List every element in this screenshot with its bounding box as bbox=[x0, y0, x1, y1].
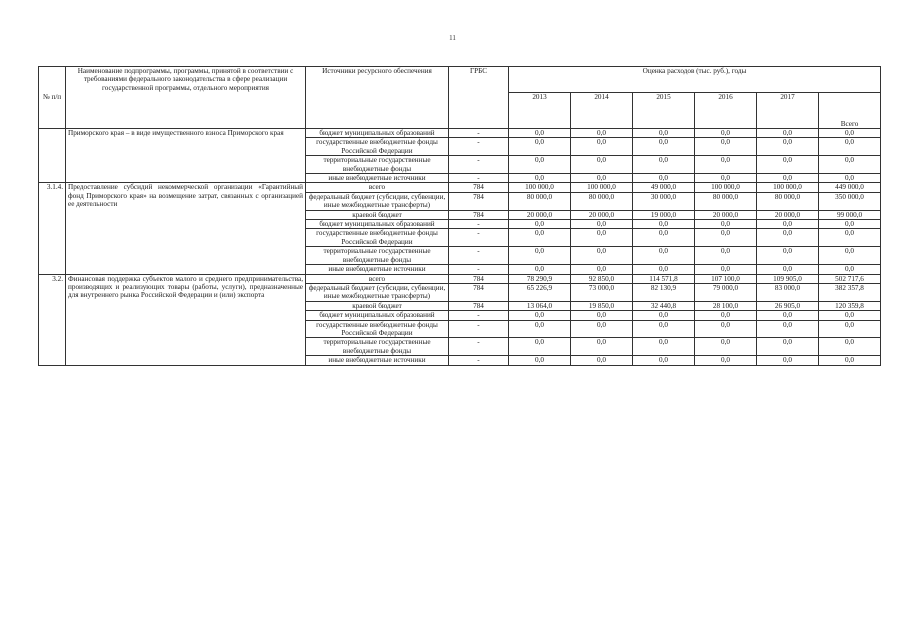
year-value: 0,0 bbox=[695, 320, 757, 338]
year-value: 0,0 bbox=[757, 138, 819, 156]
year-value: 19 850,0 bbox=[571, 301, 633, 310]
funding-source: краевой бюджет bbox=[306, 301, 449, 310]
total-value: 0,0 bbox=[819, 265, 881, 274]
funding-source: федеральный бюджет (субсидии, субвенции, иные межбюджетные трансферты) bbox=[306, 192, 449, 210]
total-value: 0,0 bbox=[819, 129, 881, 138]
grbs-code: - bbox=[449, 311, 509, 320]
grbs-code: - bbox=[449, 174, 509, 183]
header-year: 2016 bbox=[695, 93, 757, 129]
year-value: 0,0 bbox=[509, 265, 571, 274]
funding-source: иные внебюджетные источники bbox=[306, 174, 449, 183]
total-value: 350 000,0 bbox=[819, 192, 881, 210]
year-value: 0,0 bbox=[509, 320, 571, 338]
funding-source: федеральный бюджет (субсидии, субвенции, иные межбюджетные трансферты) bbox=[306, 283, 449, 301]
grbs-code: - bbox=[449, 265, 509, 274]
year-value: 0,0 bbox=[695, 356, 757, 365]
year-value: 0,0 bbox=[695, 229, 757, 247]
year-value: 73 000,0 bbox=[571, 283, 633, 301]
grbs-code: - bbox=[449, 229, 509, 247]
grbs-code: - bbox=[449, 247, 509, 265]
year-value: 100 000,0 bbox=[695, 183, 757, 192]
year-value: 32 440,8 bbox=[633, 301, 695, 310]
year-value: 80 000,0 bbox=[509, 192, 571, 210]
year-value: 20 000,0 bbox=[509, 210, 571, 219]
year-value: 20 000,0 bbox=[571, 210, 633, 219]
header-year: 2015 bbox=[633, 93, 695, 129]
item-number: 3.2. bbox=[39, 274, 66, 365]
year-value: 0,0 bbox=[695, 156, 757, 174]
year-value: 109 905,0 bbox=[757, 274, 819, 283]
year-value: 0,0 bbox=[633, 229, 695, 247]
year-value: 0,0 bbox=[633, 320, 695, 338]
total-value: 0,0 bbox=[819, 138, 881, 156]
year-value: 80 000,0 bbox=[695, 192, 757, 210]
year-value: 13 064,0 bbox=[509, 301, 571, 310]
year-value: 0,0 bbox=[633, 338, 695, 356]
year-value: 0,0 bbox=[571, 129, 633, 138]
funding-source: иные внебюджетные источники bbox=[306, 265, 449, 274]
year-value: 79 000,0 bbox=[695, 283, 757, 301]
header-year: 2014 bbox=[571, 93, 633, 129]
header-grbs: ГРБС bbox=[449, 67, 509, 129]
year-value: 0,0 bbox=[695, 265, 757, 274]
header-total: Всего bbox=[819, 93, 881, 129]
year-value: 0,0 bbox=[757, 265, 819, 274]
grbs-code: - bbox=[449, 338, 509, 356]
year-value: 100 000,0 bbox=[571, 183, 633, 192]
total-value: 502 717,6 bbox=[819, 274, 881, 283]
year-value: 0,0 bbox=[571, 356, 633, 365]
funding-source: бюджет муниципальных образований bbox=[306, 220, 449, 229]
year-value: 78 290,9 bbox=[509, 274, 571, 283]
year-value: 0,0 bbox=[695, 129, 757, 138]
year-value: 0,0 bbox=[757, 311, 819, 320]
grbs-code: 784 bbox=[449, 183, 509, 192]
year-value: 0,0 bbox=[571, 311, 633, 320]
year-value: 80 000,0 bbox=[757, 192, 819, 210]
total-value: 120 359,8 bbox=[819, 301, 881, 310]
table-row bbox=[39, 274, 881, 283]
year-value: 0,0 bbox=[509, 356, 571, 365]
year-value: 0,0 bbox=[509, 174, 571, 183]
year-value: 0,0 bbox=[633, 138, 695, 156]
total-value: 0,0 bbox=[819, 320, 881, 338]
funding-source: государственные внебюджетные фонды Российской Федерации bbox=[306, 320, 449, 338]
year-value: 114 571,8 bbox=[633, 274, 695, 283]
year-value: 0,0 bbox=[571, 229, 633, 247]
year-value: 0,0 bbox=[633, 129, 695, 138]
year-value: 0,0 bbox=[571, 265, 633, 274]
year-value: 30 000,0 bbox=[633, 192, 695, 210]
year-value: 92 850,0 bbox=[571, 274, 633, 283]
grbs-code: 784 bbox=[449, 192, 509, 210]
total-value: 449 000,0 bbox=[819, 183, 881, 192]
year-value: 0,0 bbox=[571, 156, 633, 174]
funding-source: всего bbox=[306, 274, 449, 283]
header-source: Источники ресурсного обеспечения bbox=[306, 67, 449, 129]
year-value: 0,0 bbox=[633, 311, 695, 320]
year-value: 0,0 bbox=[509, 156, 571, 174]
year-value: 28 100,0 bbox=[695, 301, 757, 310]
year-value: 0,0 bbox=[695, 174, 757, 183]
year-value: 20 000,0 bbox=[757, 210, 819, 219]
grbs-code: - bbox=[449, 320, 509, 338]
item-name: Финансовая поддержка субъектов малого и среднего предпринимательства, производящих и реализующих товары (работы, услуги), предназначенные для внутреннего рынка Российской Федерации и (или) экспорта bbox=[66, 274, 306, 365]
year-value: 0,0 bbox=[509, 229, 571, 247]
header-year: 2017 bbox=[757, 93, 819, 129]
year-value: 0,0 bbox=[633, 247, 695, 265]
year-value: 0,0 bbox=[633, 220, 695, 229]
funding-source: всего bbox=[306, 183, 449, 192]
funding-source: бюджет муниципальных образований bbox=[306, 129, 449, 138]
table-header bbox=[39, 67, 881, 129]
year-value: 0,0 bbox=[757, 129, 819, 138]
year-value: 0,0 bbox=[509, 338, 571, 356]
item-number: 3.1.4. bbox=[39, 183, 66, 274]
grbs-code: 784 bbox=[449, 274, 509, 283]
year-value: 0,0 bbox=[509, 220, 571, 229]
year-value: 107 100,0 bbox=[695, 274, 757, 283]
year-value: 0,0 bbox=[757, 174, 819, 183]
total-value: 0,0 bbox=[819, 156, 881, 174]
year-value: 0,0 bbox=[757, 247, 819, 265]
year-value: 0,0 bbox=[633, 174, 695, 183]
year-value: 0,0 bbox=[695, 138, 757, 156]
funding-source: государственные внебюджетные фонды Российской Федерации bbox=[306, 138, 449, 156]
year-value: 26 905,0 bbox=[757, 301, 819, 310]
year-value: 0,0 bbox=[757, 320, 819, 338]
total-value: 0,0 bbox=[819, 338, 881, 356]
total-value: 99 000,0 bbox=[819, 210, 881, 219]
total-value: 382 357,8 bbox=[819, 283, 881, 301]
year-value: 0,0 bbox=[757, 220, 819, 229]
year-value: 0,0 bbox=[509, 129, 571, 138]
total-value: 0,0 bbox=[819, 311, 881, 320]
year-value: 65 226,9 bbox=[509, 283, 571, 301]
year-value: 83 000,0 bbox=[757, 283, 819, 301]
grbs-code: 784 bbox=[449, 283, 509, 301]
year-value: 0,0 bbox=[571, 338, 633, 356]
year-value: 100 000,0 bbox=[757, 183, 819, 192]
year-value: 80 000,0 bbox=[571, 192, 633, 210]
year-value: 20 000,0 bbox=[695, 210, 757, 219]
grbs-code: 784 bbox=[449, 210, 509, 219]
funding-source: территориальные государственные внебюджетные фонды bbox=[306, 247, 449, 265]
funding-source: иные внебюджетные источники bbox=[306, 356, 449, 365]
budget-table bbox=[38, 66, 881, 366]
table-row bbox=[39, 129, 881, 138]
grbs-code: - bbox=[449, 220, 509, 229]
year-value: 0,0 bbox=[509, 247, 571, 265]
year-value: 0,0 bbox=[509, 138, 571, 156]
year-value: 0,0 bbox=[757, 356, 819, 365]
total-value: 0,0 bbox=[819, 247, 881, 265]
year-value: 0,0 bbox=[695, 247, 757, 265]
table-body bbox=[39, 129, 881, 366]
year-value: 0,0 bbox=[509, 311, 571, 320]
funding-source: бюджет муниципальных образований bbox=[306, 311, 449, 320]
year-value: 0,0 bbox=[757, 156, 819, 174]
funding-source: территориальные государственные внебюджетные фонды bbox=[306, 338, 449, 356]
total-value: 0,0 bbox=[819, 229, 881, 247]
grbs-code: 784 bbox=[449, 301, 509, 310]
total-value: 0,0 bbox=[819, 174, 881, 183]
year-value: 0,0 bbox=[695, 311, 757, 320]
year-value: 0,0 bbox=[633, 265, 695, 274]
item-number bbox=[39, 129, 66, 183]
year-value: 100 000,0 bbox=[509, 183, 571, 192]
year-value: 19 000,0 bbox=[633, 210, 695, 219]
year-value: 0,0 bbox=[633, 156, 695, 174]
year-value: 0,0 bbox=[571, 220, 633, 229]
page-number: 11 bbox=[449, 34, 456, 42]
year-value: 82 130,9 bbox=[633, 283, 695, 301]
year-value: 0,0 bbox=[695, 220, 757, 229]
table-row bbox=[39, 183, 881, 192]
grbs-code: - bbox=[449, 156, 509, 174]
item-name: Приморского края – в виде имущественного взноса Приморского края bbox=[66, 129, 306, 183]
header-name: Наименование подпрограммы, программы, принятой в соответствии с требованиями федерального законодательства в сфере реализации государственной программы, отдельного мероприятия bbox=[66, 67, 306, 129]
funding-source: территориальные государственные внебюджетные фонды bbox=[306, 156, 449, 174]
year-value: 0,0 bbox=[571, 247, 633, 265]
grbs-code: - bbox=[449, 129, 509, 138]
year-value: 49 000,0 bbox=[633, 183, 695, 192]
year-value: 0,0 bbox=[571, 174, 633, 183]
year-value: 0,0 bbox=[571, 320, 633, 338]
year-value: 0,0 bbox=[757, 229, 819, 247]
grbs-code: - bbox=[449, 356, 509, 365]
year-value: 0,0 bbox=[695, 338, 757, 356]
year-value: 0,0 bbox=[633, 356, 695, 365]
year-value: 0,0 bbox=[757, 338, 819, 356]
header-year: 2013 bbox=[509, 93, 571, 129]
total-value: 0,0 bbox=[819, 356, 881, 365]
funding-source: государственные внебюджетные фонды Российской Федерации bbox=[306, 229, 449, 247]
funding-source: краевой бюджет bbox=[306, 210, 449, 219]
total-value: 0,0 bbox=[819, 220, 881, 229]
header-no: № п/п bbox=[39, 67, 66, 129]
header-estimate: Оценка расходов (тыс. руб.), годы bbox=[509, 67, 881, 93]
grbs-code: - bbox=[449, 138, 509, 156]
year-value: 0,0 bbox=[571, 138, 633, 156]
item-name: Предоставление субсидий некоммерческой организации «Гарантийный фонд Приморского края» на возмещение затрат, связанных с организацией ее деятельности bbox=[66, 183, 306, 274]
